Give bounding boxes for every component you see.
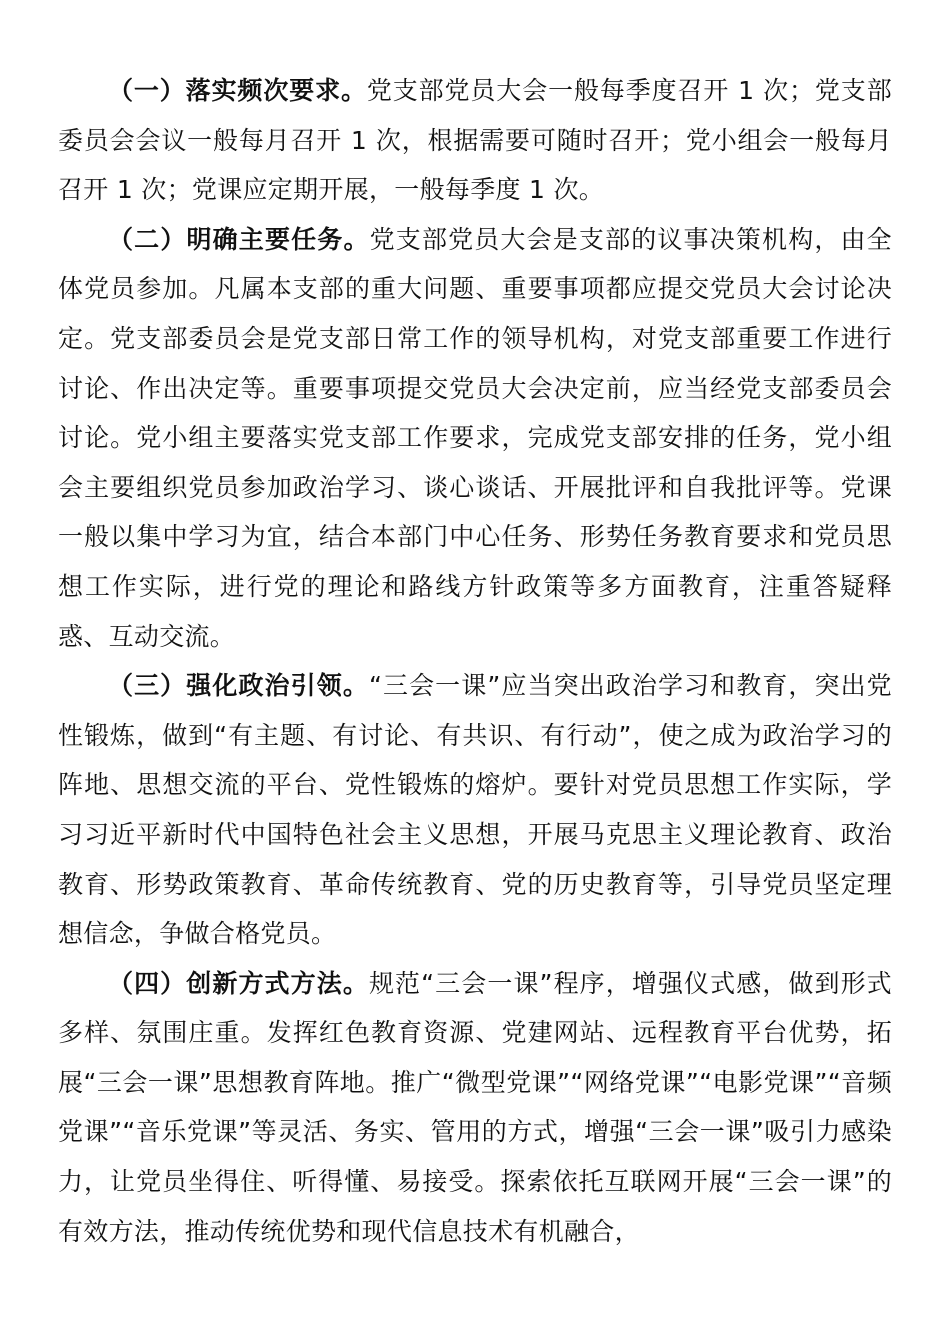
paragraph-3-text: “三会一课”应当突出政治学习和教育，突出党性锻炼，做到“有主题、有讨论、有共识、有行动”，使之成为政治学习的阵地、思想交流的平台、党性锻炼的熔炉。要针对党员思想工作实际，学习习近平新时代中国特色社会主义思想，开展马克思主义理论教育、政治教育、形势政策教育、革命传统教育、党的历史教育等，引导党员坚定理想信念，争做合格党员。: [58, 671, 892, 949]
paragraph-2-heading: （二）明确主要任务。: [108, 224, 370, 254]
paragraph-4: [58, 959, 892, 1257]
document-body: [58, 66, 892, 1256]
paragraph-3: [58, 661, 892, 959]
paragraph-1: [58, 66, 892, 215]
paragraph-1-heading: （一）落实频次要求。: [108, 76, 367, 105]
paragraph-4-text: 规范“三会一课”程序，增强仪式感，做到形式多样、氛围庄重。发挥红色教育资源、党建网站、远程教育平台优势，拓展“三会一课”思想教育阵地。推广“微型党课”“网络党课”“电影党课”“音频党课”“音乐党课”等灵活、务实、管用的方式，增强“三会一课”吸引力感染力，让党员坐得住、听得懂、易接受。探索依托互联网开展“三会一课”的有效方法，推动传统优势和现代信息技术有机融合，: [58, 968, 892, 1246]
paragraph-2: [58, 215, 892, 661]
paragraph-3-heading: （三）强化政治引领。: [108, 671, 369, 701]
paragraph-2-text: 党支部党员大会是支部的议事决策机构，由全体党员参加。凡属本支部的重大问题、重要事项都应提交党员大会讨论决定。党支部委员会是党支部日常工作的领导机构，对党支部重要工作进行讨论、作出决定等。重要事项提交党员大会决定前，应当经党支部委员会讨论。党小组主要落实党支部工作要求，完成党支部安排的任务，党小组会主要组织党员参加政治学习、谈心谈话、开展批评和自我批评等。党课一般以集中学习为宜，结合本部门中心任务、形势任务教育要求和党员思想工作实际，进行党的理论和路线方针政策等多方面教育，注重答疑释惑、互动交流。: [58, 224, 892, 651]
paragraph-4-heading: （四）创新方式方法。: [108, 968, 369, 998]
paragraph-1-text: 党支部党员大会一般每季度召开 1 次；党支部委员会会议一般每月召开 1 次，根据需要可随时召开；党小组会一般每月召开 1 次；党课应定期开展，一般每季度 1 次。: [58, 76, 892, 205]
